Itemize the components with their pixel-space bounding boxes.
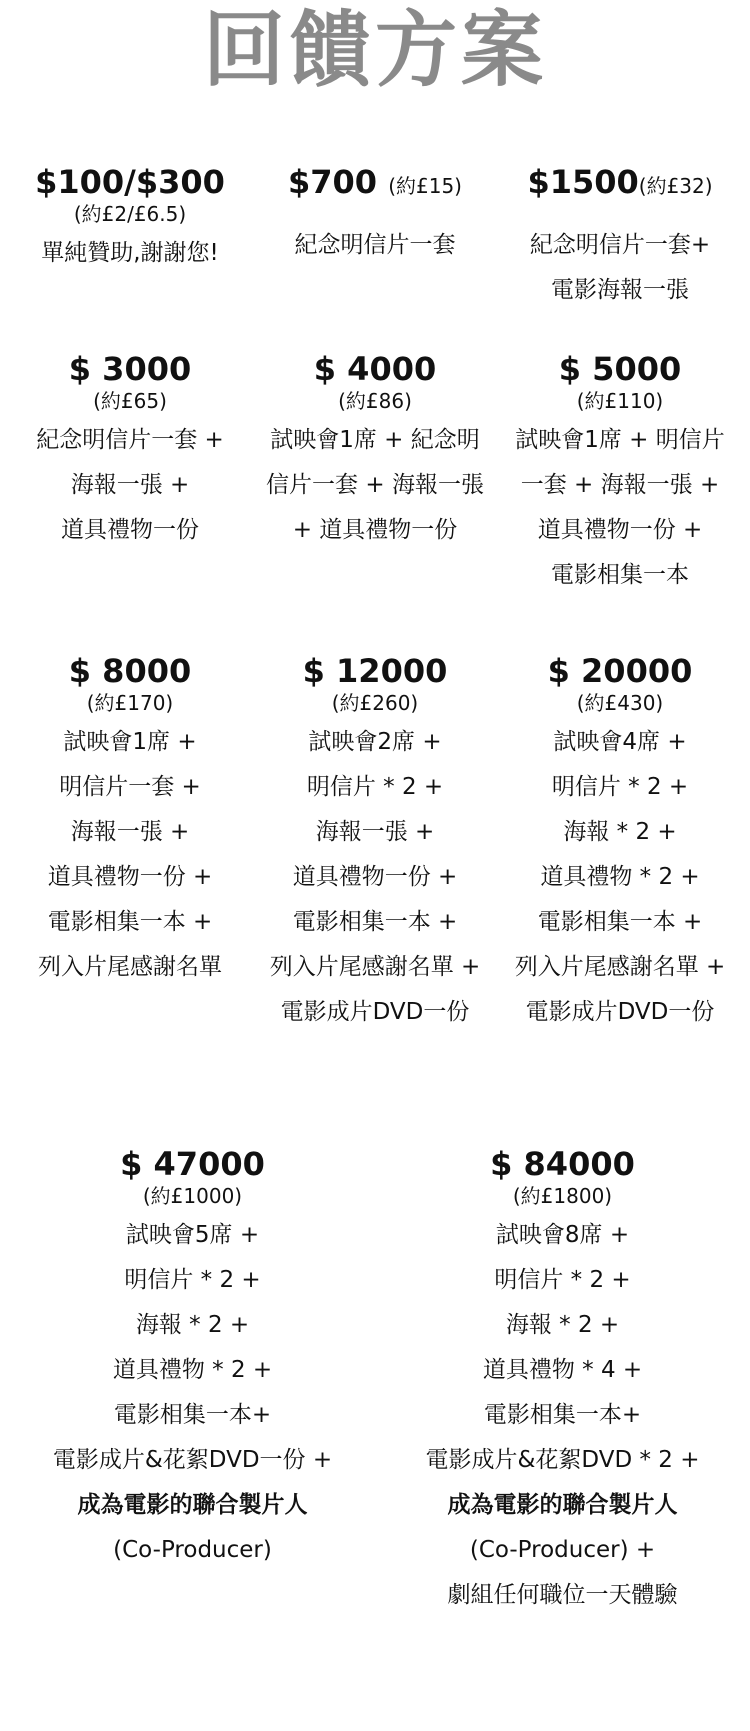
tier-item: + 道具禮物一份 [292,517,458,543]
tier-item: 電影成片&花絮DVD * 2 + [425,1447,700,1473]
tier-item: 電影成片DVD一份 [280,999,470,1025]
tier-item: 劇組任何職位一天體驗 [447,1582,678,1608]
tier-item: 單純贊助,謝謝您! [41,240,219,266]
tier-item: 海報 * 2 + [563,819,677,845]
tier-item: 試映會8席 + [495,1222,630,1248]
tier-item: 電影相集一本 [551,562,689,588]
tier-item: 明信片 * 2 + [124,1267,261,1293]
tier-price: $ 4000 [313,350,437,388]
tier-price: $ 8000 [68,652,192,690]
tier-gbp: (約£170) [86,691,174,715]
tier-item: 電影成片DVD一份 [525,999,715,1025]
tier-item: 海報一張 + [315,819,435,845]
tier-1500 [500,163,740,313]
tier-item: 道具禮物 * 4 + [482,1357,643,1383]
tier-gbp: (約£32) [638,174,713,198]
tier-item: 紀念明信片一套 + [36,427,224,453]
tier-3000 [10,350,250,553]
tier-item: 紀念明信片一套 [294,232,456,258]
tier-item: 試映會5席 + [125,1222,260,1248]
tier-price: $ 3000 [68,350,192,388]
tier-gbp: (約£65) [93,389,167,413]
tier-item: 試映會4席 + [553,729,687,755]
tier-price: $ 84000 [490,1145,635,1183]
tier-item: 海報 * 2 + [505,1312,620,1338]
tier-price-value: $1500 [527,163,639,201]
tier-item: 成為電影的聯合製片人 [447,1492,678,1518]
tier-price [500,163,740,205]
tier-gbp: (約£2/£6.5) [73,202,187,226]
page-title: 回饋方案 [202,3,547,98]
tier-price: $ 47000 [120,1145,265,1183]
tier-700 [250,163,500,268]
tier-item: 海報一張 + [70,819,190,845]
tier-item: 明信片 * 2 + [551,774,689,800]
tier-price [250,163,500,205]
tier-4000 [250,350,500,553]
tier-20000 [500,652,740,1035]
tier-item: 道具禮物一份 [61,517,199,543]
tier-price-value: $700 [288,163,378,201]
tier-price: $ 20000 [547,652,693,690]
tier-gbp: (約£86) [338,389,412,413]
tier-item: 電影成片&花絮DVD一份 + [52,1447,333,1473]
tier-item: 列入片尾感謝名單 [38,954,222,980]
tier-item: 紀念明信片一套+ [529,232,711,258]
tier-item: (Co-Producer) [113,1537,272,1563]
tier-item: 信片一套 + 海報一張 [266,472,484,498]
tier-item: 明信片 * 2 + [494,1267,631,1293]
tier-item: 電影海報一張 [551,277,689,303]
tier-item: 海報一張 + [70,472,190,498]
tier-item: 電影相集一本 + [47,909,213,935]
tier-gbp: (約£110) [576,389,664,413]
tier-5000 [500,350,740,598]
tier-84000 [385,1145,740,1618]
tier-price: $100/$300 [35,163,225,201]
tier-gbp: (約£1000) [142,1184,243,1208]
tier-item: 試映會2席 + [308,729,442,755]
tier-item: 道具禮物一份 + [292,864,458,890]
tier-item: 道具禮物一份 + [47,864,213,890]
tier-item: (Co-Producer) + [469,1537,656,1563]
tier-item: 電影相集一本+ [113,1402,272,1428]
tier-item: 道具禮物 * 2 + [540,864,700,890]
tier-gbp: (約£1800) [512,1184,613,1208]
tier-price: $ 12000 [302,652,448,690]
tier-gbp: (約£15) [388,174,462,198]
tier-item: 電影相集一本 + [292,909,458,935]
tier-item: 試映會1席 + [63,729,197,755]
tier-item: 列入片尾感謝名單 + [269,954,481,980]
tier-item: 海報 * 2 + [135,1312,250,1338]
tier-47000 [15,1145,370,1573]
tier-12000 [250,652,500,1035]
tier-item: 電影相集一本+ [483,1402,642,1428]
tier-item: 道具禮物 * 2 + [112,1357,273,1383]
tier-gbp: (約£260) [331,691,419,715]
tier-item: 明信片 * 2 + [306,774,444,800]
tier-item: 道具禮物一份 + [537,517,703,543]
tier-item: 明信片一套 + [59,774,201,800]
tier-item: 電影相集一本 + [537,909,703,935]
tier-price: $ 5000 [558,350,682,388]
tier-item: 試映會1席 + 紀念明 [270,427,480,453]
tier-100-300 [10,163,250,276]
tier-item: 成為電影的聯合製片人 [77,1492,308,1518]
tier-item: 一套 + 海報一張 + [520,472,720,498]
tier-gbp: (約£430) [576,691,664,715]
tier-8000 [10,652,250,990]
tier-item: 試映會1席 + 明信片 [515,427,725,453]
tier-item: 列入片尾感謝名單 + [514,954,726,980]
